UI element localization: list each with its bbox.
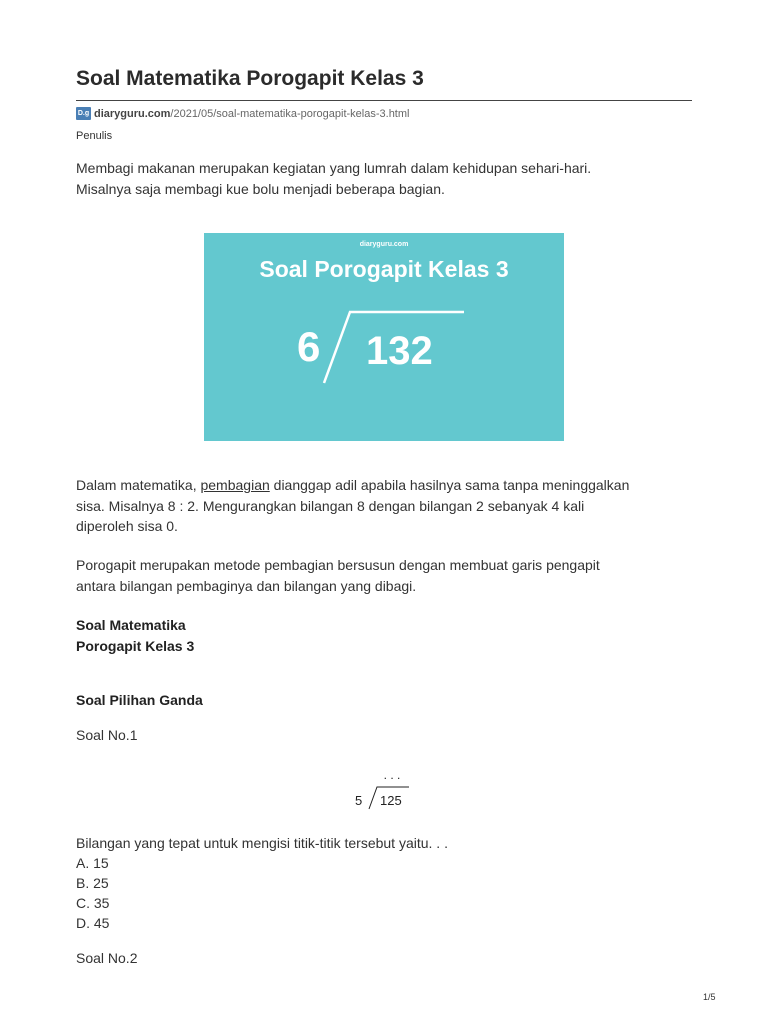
hero-site-label: diaryguru.com (359, 241, 409, 248)
hero-divisor: 6 (297, 323, 321, 370)
question-1-options (76, 853, 109, 933)
source-path[interactable]: /2021/05/soal-matematika-porogapit-kelas-3.html (170, 107, 410, 120)
site-favicon-icon: D.g (76, 107, 91, 120)
page-number: 1/5 (703, 992, 716, 1002)
source-url[interactable] (94, 108, 409, 120)
question-1-label: Soal No.1 (76, 727, 138, 743)
q1-dividend: 125 (380, 793, 402, 808)
q1-divisor: 5 (355, 793, 363, 808)
author-label: Penulis (76, 130, 113, 142)
option-d: D. 45 (76, 915, 110, 931)
section-title-line-1: Soal Matematika (76, 617, 186, 633)
para3-line2: antara bilangan pembaginya dan bilangan yang dibagi. (76, 577, 417, 594)
intro-line-2: Misalnya saja membagi kue bolu menjadi beberapa bagian. (76, 180, 445, 197)
porogapit-figure (350, 765, 420, 815)
option-b: B. 25 (76, 875, 109, 891)
paragraph-porogapit (76, 555, 696, 596)
intro-paragraph (76, 158, 696, 199)
q1-quotient: . . . (383, 768, 401, 782)
subsection-title: Soal Pilihan Ganda (76, 692, 203, 708)
question-2-label: Soal No.2 (76, 950, 138, 966)
para2-line2: sisa. Misalnya 8 : 2. Mengurangkan bilangan 8 dengan bilangan 2 sebanyak 4 kali (76, 497, 585, 514)
option-a: A. 15 (76, 855, 109, 871)
option-c: C. 35 (76, 895, 110, 911)
hero-dividend: 132 (366, 329, 433, 373)
paragraph-division (76, 475, 696, 537)
intro-line-1: Membagi makanan merupakan kegiatan yang lumrah dalam kehidupan sehari-hari. (76, 160, 592, 176)
question-1-text: Bilangan yang tepat untuk mengisi titik-titik tersebut yaitu. . . (76, 835, 448, 851)
hero-image (204, 233, 564, 441)
para2-line3: diperoleh sisa 0. (76, 518, 178, 534)
section-title (76, 615, 194, 656)
para2-start: Dalam matematika, (76, 477, 201, 493)
section-title-line-2: Porogapit Kelas 3 (76, 637, 195, 654)
pembagian-link[interactable]: pembagian (200, 477, 270, 493)
para3-line1: Porogapit merupakan metode pembagian bersusun dengan membuat garis pengapit (76, 557, 600, 573)
para2-line1-rest: dianggap adil apabila hasilnya sama tanpa meninggalkan (269, 477, 630, 493)
title-divider (76, 100, 692, 101)
source-line (76, 107, 409, 120)
page-title: Soal Matematika Porogapit Kelas 3 (76, 67, 424, 90)
hero-graphic (204, 233, 564, 441)
hero-heading: Soal Porogapit Kelas 3 (259, 256, 509, 282)
source-domain[interactable]: diaryguru.com (94, 107, 171, 120)
question-1-division-figure (350, 765, 420, 820)
